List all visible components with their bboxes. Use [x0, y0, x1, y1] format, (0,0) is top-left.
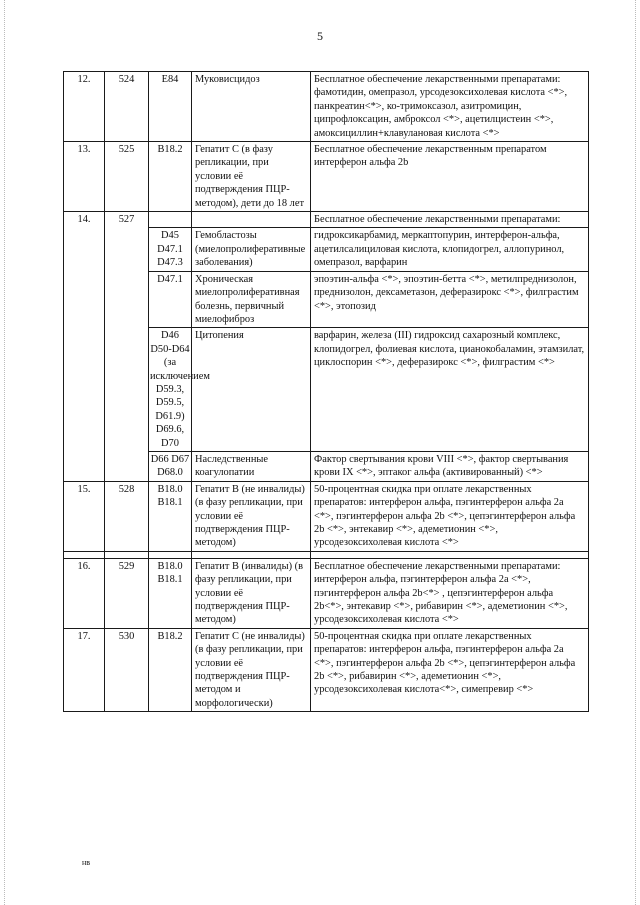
mkb-code [149, 212, 192, 228]
mkb-code: D45 D47.1 D47.3 [149, 228, 192, 271]
mkb-code: B18.0 B18.1 [149, 481, 192, 551]
disease-name: Гемобластозы (миелопролиферативные заболевания) [192, 228, 311, 271]
row-code: 530 [105, 628, 149, 711]
table-row [64, 558, 589, 628]
benefits-table [63, 71, 589, 712]
disease-name: Гепатит В (инвалиды) (в фазу репликации, при условии её подтверждения ПЦР-методом) [192, 558, 311, 628]
mkb-code: E84 [149, 72, 192, 142]
mkb-code: D46 D50-D64 (за исключением D59.3, D59.5, D61.9) D69.6, D70 [149, 328, 192, 452]
disease-name: Хроническая миелопролиферативная болезнь, первичный миелофиброз [192, 271, 311, 328]
row-number: 12. [64, 72, 105, 142]
footer-mark: нв [82, 858, 91, 867]
benefit-description: Бесплатное обеспечение лекарственным препаратом интерферон альфа 2b [311, 142, 589, 212]
disease-name: Гепатит С (в фазу репликации, при условии её подтверждения ПЦР-методом), дети до 18 лет [192, 142, 311, 212]
table-row [64, 481, 589, 551]
mkb-code: B18.0 B18.1 [149, 558, 192, 628]
benefit-description: эпоэтин-альфа <*>, эпоэтин-бетта <*>, метилпреднизолон, преднизолон, дексаметазон, деферазирокс <*>, филграстим <*>, этопозид [311, 271, 589, 328]
row-number: 15. [64, 481, 105, 551]
disease-name: Наследственные коагулопатии [192, 451, 311, 481]
table-row [64, 72, 589, 142]
row-number: 14. [64, 212, 105, 482]
benefit-description: Бесплатное обеспечение лекарственными препаратами: [311, 212, 589, 228]
benefit-description: 50-процентная скидка при оплате лекарственных препаратов: интерферон альфа, пэгинтерферон альфа 2a <*>, пэгинтерферон альфа 2b <*>, цепэгинтерферон альфа 2b <*>, энтекавир <*>, адеметионин <*>, урсодезоксихолевая кислота <*> [311, 481, 589, 551]
benefit-description: Бесплатное обеспечение лекарственными препаратами: интерферон альфа, пэгинтерферон альфа 2a <*>, пэгинтерферон альфа 2b<*> , цепэгинтерферон альфа 2b<*>, энтекавир <*>, рибавирин <*>, адеметионин <*>, урсодезоксихолевая кислота <*> [311, 558, 589, 628]
row-code: 524 [105, 72, 149, 142]
benefit-description: варфарин, железа (III) гидроксид сахарозный комплекс, клопидогрел, фолиевая кислота, цианокобаламин, этамзилат, циклоспорин <*>, деферазирокс <*>, филграстим <*> [311, 328, 589, 452]
table-row [64, 212, 589, 228]
disease-name: Муковисцидоз [192, 72, 311, 142]
table-row [64, 628, 589, 711]
page-number: 5 [317, 29, 323, 43]
disease-name: Цитопения [192, 328, 311, 452]
row-code: 525 [105, 142, 149, 212]
mkb-code: D66 D67 D68.0 [149, 451, 192, 481]
scan-edge-left [4, 0, 6, 905]
row-code: 529 [105, 558, 149, 628]
row-number: 13. [64, 142, 105, 212]
row-number: 17. [64, 628, 105, 711]
disease-name: Гепатит С (не инвалиды) (в фазу репликации, при условии её подтверждения ПЦР-методом и морфологически) [192, 628, 311, 711]
benefit-description: 50-процентная скидка при оплате лекарственных препаратов: интерферон альфа, пэгинтерферон альфа 2a <*>, пэгинтерферон альфа 2b <*>, цепэгинтерферон альфа 2b <*>, рибавирин <*>, адеметионин <*>, урсодезоксихолевая кислота<*>, симепревир <*> [311, 628, 589, 711]
mkb-code: D47.1 [149, 271, 192, 328]
benefit-description: Бесплатное обеспечение лекарственными препаратами: фамотидин, омепразол, урсодезоксихолевая кислота <*>, панкреатин<*>, ко-тримоксазол, азитромицин, ципрофлоксацин, амброксол <*>, ацетилцистеин <*>, амоксициллин+клавулановая кислота <*> [311, 72, 589, 142]
benefit-description: Фактор свертывания крови VIII <*>, фактор свертывания крови IX <*>, эптаког альфа (активированный) <*> [311, 451, 589, 481]
disease-name: Гепатит В (не инвалиды) (в фазу репликации, при условии её подтверждения ПЦР-методом) [192, 481, 311, 551]
mkb-code: B18.2 [149, 142, 192, 212]
row-code: 527 [105, 212, 149, 482]
table-row [64, 142, 589, 212]
scan-edge-right [635, 0, 637, 905]
benefit-description: гидроксикарбамид, меркаптопурин, интерферон-альфа, ацетилсалициловая кислота, клопидогрел, аллопуринол, омепразол, варфарин [311, 228, 589, 271]
row-code: 528 [105, 481, 149, 551]
disease-name [192, 212, 311, 228]
spacer-row [64, 551, 589, 558]
row-number: 16. [64, 558, 105, 628]
mkb-code: B18.2 [149, 628, 192, 711]
